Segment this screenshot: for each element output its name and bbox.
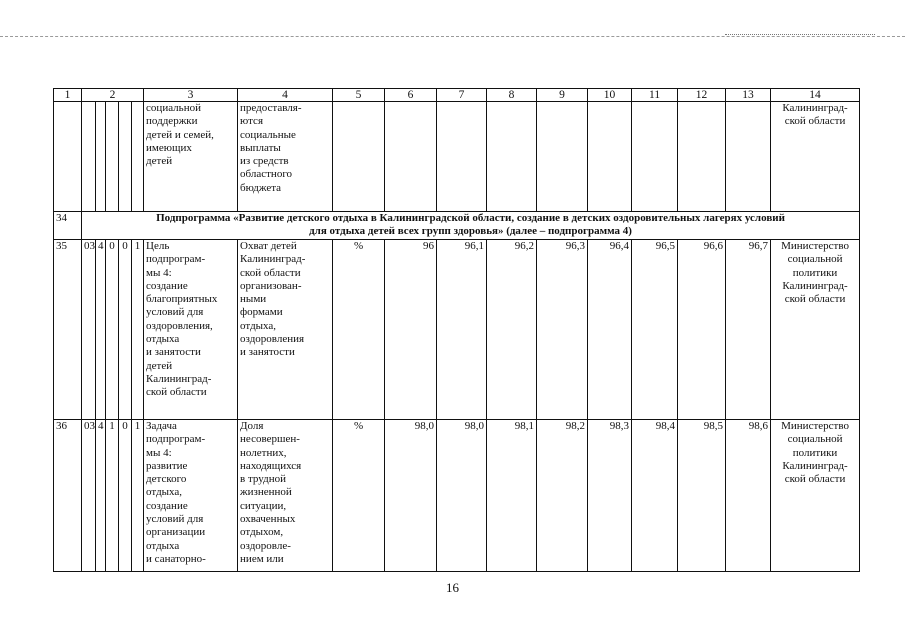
code-cell: 0 [119,240,132,420]
header-cell: 3 [144,89,238,102]
code-cell: 4 [96,240,106,420]
row-number: 34 [54,212,82,240]
code-cell: 0 [106,240,119,420]
cell-empty [537,102,588,212]
cell-indicator-text: Охват детей Калининград- ской области организован- ными формами отдыха, оздоровления и занятости [238,240,333,420]
code-cell: 0 [119,420,132,572]
page-number: 16 [446,580,459,595]
code-cell: 1 [132,420,144,572]
cell-responsible: Калининград- ской области [771,102,860,212]
value-cell: 98,2 [537,420,588,572]
cell-empty [333,102,385,212]
value-cell: 96,2 [487,240,537,420]
value-cell: 96 [385,240,437,420]
header-cell: 4 [238,89,333,102]
cell-empty [588,102,632,212]
value-cell: 98,1 [487,420,537,572]
cell-empty [437,102,487,212]
unit-cell: % [333,420,385,572]
cell-empty [385,102,437,212]
section-row [54,212,860,240]
header-cell: 14 [771,89,860,102]
cell-empty [132,102,144,212]
table-row [54,420,860,572]
header-cell: 11 [632,89,678,102]
cell-goal-text: Цель подпрограм- мы 4: создание благоприятных условий для оздоровления, отдыха и занятости детей Калининград- ской области [144,240,238,420]
cell-indicator-text: предоставля- ются социальные выплаты из средств областного бюджета [238,102,333,212]
cell-empty [119,102,132,212]
value-cell: 98,3 [588,420,632,572]
code-cell: 03 [82,240,96,420]
table-row [54,240,860,420]
code-cell: 1 [132,240,144,420]
header-cell: 8 [487,89,537,102]
header-cell: 1 [54,89,82,102]
cell-indicator-text: Доля несовершен- нолетних, находящихся в трудной жизненной ситуации, охваченных отдыхом, оздоровле- нием или [238,420,333,572]
header-cell: 12 [678,89,726,102]
value-cell: 96,5 [632,240,678,420]
cell-responsible: Министерство социальной политики Калининград- ской области [771,420,860,572]
cell-responsible: Министерство социальной политики Калининград- ской области [771,240,860,420]
header-cell: 13 [726,89,771,102]
value-cell: 98,4 [632,420,678,572]
scan-artifact [725,34,875,38]
value-cell: 96,1 [437,240,487,420]
cell-empty [96,102,106,212]
header-row [54,89,860,102]
cell-empty [632,102,678,212]
cell-empty [54,102,82,212]
header-cell: 7 [437,89,487,102]
row-number: 36 [54,420,82,572]
value-cell: 96,6 [678,240,726,420]
unit-cell: % [333,240,385,420]
code-cell: 1 [106,420,119,572]
header-cell: 5 [333,89,385,102]
continuation-row [54,102,860,212]
cell-goal-text: Задача подпрограм- мы 4: развитие детского отдыха, создание условий для организации отдыха и санаторно- [144,420,238,572]
cell-empty [678,102,726,212]
cell-empty [726,102,771,212]
value-cell: 98,5 [678,420,726,572]
cell-goal-text: социальной поддержки детей и семей, имеющих детей [144,102,238,212]
value-cell: 96,4 [588,240,632,420]
value-cell: 98,0 [437,420,487,572]
value-cell: 98,0 [385,420,437,572]
cell-empty [487,102,537,212]
code-cell: 03 [82,420,96,572]
indicator-table [53,88,860,572]
header-cell: 9 [537,89,588,102]
value-cell: 98,6 [726,420,771,572]
code-cell: 4 [96,420,106,572]
header-cell: 10 [588,89,632,102]
cell-empty [82,102,96,212]
section-heading: Подпрограмма «Развитие детского отдыха в Калининградской области, создание в детских оздоровительных лагерях условий для отдыха детей всех групп здоровья» (далее – подпрограмма 4) [82,212,860,240]
cell-empty [106,102,119,212]
header-cell: 6 [385,89,437,102]
value-cell: 96,3 [537,240,588,420]
value-cell: 96,7 [726,240,771,420]
row-number: 35 [54,240,82,420]
header-cell: 2 [82,89,144,102]
